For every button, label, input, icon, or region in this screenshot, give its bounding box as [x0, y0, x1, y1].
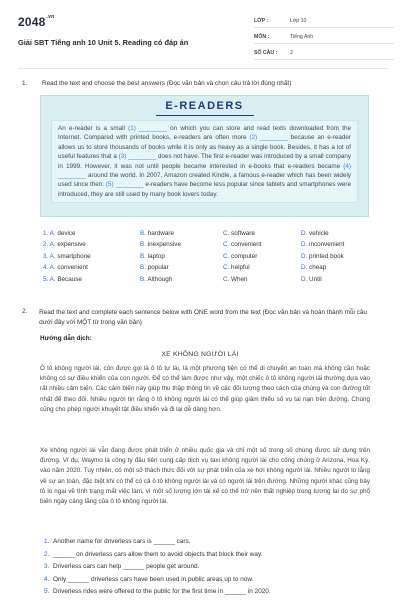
- answer-option[interactable]: D. inconvenient: [301, 241, 345, 249]
- question-text: Read the text and complete each sentence below with ONE word from the text (Đọc văn bản và hoàn thành mỗi câu dưới đây với MỘT từ trong văn bản): [39, 309, 367, 326]
- meta-key: MÔN :: [254, 33, 270, 40]
- page-title: Giải SBT Tiếng anh 10 Unit 5. Reading có đáp án: [18, 38, 189, 47]
- exercise-number: 1.: [44, 537, 50, 545]
- header-divider: [18, 68, 388, 69]
- logo-text: 2048: [18, 15, 46, 29]
- exercise-item: [44, 536, 374, 549]
- answer-option[interactable]: 1. A. device: [43, 229, 76, 237]
- exercise-item: [44, 561, 374, 574]
- translation-paragraph-2: Xe không người lái vẫn đang được phát triển ở nhiều quốc gia và chỉ một số trong số chúng được sử dụng trên đường. Ví dụ, Waymo là công ty đầu tiên cung cấp dịch vụ taxi không người lái cho công chúng ở Arizona, Hoa Kỳ, vào năm 2020. Tuy nhiên, có một số thách thức đối với sự phát triển của xe hơi không người lái. Nhiều người lo lắng về sự an toàn, đặc biệt khi có thể có cả ô tô không người lái và có người lái trên đường. Những người khác cũng bày tỏ lo ngại về tình trạng mất việc làm, vì một số lượng lớn tài xế có thể trở nên thất nghiệp trong tương lai do sự phổ biến ngày càng tăng của ô tô không người lái.: [40, 447, 370, 505]
- answer-option[interactable]: 2. A. expensive: [43, 241, 86, 249]
- exercise-sentence: Driverless cars can help ______ people get around.: [53, 563, 200, 571]
- answer-option[interactable]: D. Until: [301, 275, 322, 283]
- exercise-sentence: Driverless rides were offered to the public for the first time in ______ in 2020.: [53, 588, 271, 596]
- translation-paragraph-1: Ô tô không người lái, còn được gọi là ô tô tự lái, là một phương tiện có thể di chuyển an toàn mà không cần hoặc không có sự điều khiển của con người. Để có thể làm được như vậy, một chiếc ô tô không người lái thường dựa vào rất nhiều cảm biến. Các cảm biến này giúp thu thập thông tin về các đối tượng theo cách của chúng và con đường tốt nhất để theo đối. Nhiều người tin rằng ô tô không người lái có thể giúp giảm thiểu số vụ tai nạn trên đường. Chúng cũng cho phép người khuyết tật điều khiển và đi lại dễ dàng hơn.: [40, 365, 370, 413]
- answer-option[interactable]: C. helpful: [223, 264, 250, 272]
- exercise-item: [44, 586, 374, 599]
- title-underline: [156, 115, 254, 116]
- question-number: 1.: [22, 80, 28, 87]
- meta-table: [254, 16, 394, 64]
- option-row: [43, 240, 373, 252]
- answer-option[interactable]: B. Although: [140, 275, 173, 283]
- answer-option[interactable]: 5. A. Because: [43, 275, 82, 283]
- passage-text: on which you can store and read texts downloaded from the Internet. Compared with printed books, e-readers are often more: [58, 124, 351, 142]
- passage-blank: (4) ________: [58, 162, 351, 180]
- answer-option[interactable]: B. popular: [140, 264, 169, 272]
- answer-option[interactable]: B. inexpensive: [140, 241, 181, 249]
- translation-title: XE KHÔNG NGƯỜI LÁI: [161, 351, 239, 358]
- meta-value: Lớp 10: [290, 17, 307, 24]
- passage-text: around the world. In 2007, Amazon created Kindle, a famous e-reader which has been widely used since then.: [58, 172, 351, 189]
- passage-text: An e-reader is a small: [58, 124, 129, 132]
- page-header: [18, 12, 388, 64]
- ereader-reading-box: [40, 95, 369, 217]
- passage-blank: (5) ________: [105, 181, 144, 189]
- passage-text: does not have. The first e-reader was introduced by a small company in 1999. However, it was not until people became interested in e-books that e-readers became: [58, 153, 351, 170]
- answer-options: [43, 228, 373, 286]
- answer-option[interactable]: 4. A. convenient: [43, 264, 88, 272]
- passage-blank: (1) ________: [128, 124, 167, 132]
- exercise-number: 3.: [44, 563, 50, 571]
- exercise-sentence: Another name for driverless cars is ______ cars.: [53, 537, 191, 545]
- completion-exercises: [44, 536, 374, 599]
- answer-option[interactable]: C. When: [223, 275, 248, 283]
- passage-blank: (3) ________: [118, 153, 157, 161]
- question-1-heading: [22, 80, 382, 89]
- answer-option[interactable]: D. printed book: [301, 252, 344, 260]
- exercise-number: 2.: [44, 550, 50, 558]
- answer-option[interactable]: B. hardware: [140, 229, 174, 237]
- question-2-heading: [22, 308, 382, 327]
- site-logo[interactable]: [18, 14, 54, 30]
- option-row: [43, 263, 373, 275]
- answer-option[interactable]: C. computer: [223, 252, 258, 260]
- meta-key: LỚP :: [254, 17, 269, 24]
- passage-text: because an e-reader allows us to store thousands of books while it is only as heavy as a single book. Besides, it has a lot of useful features that a: [58, 134, 351, 161]
- question-number: 2.: [22, 308, 28, 315]
- option-row: [43, 228, 373, 240]
- translation-guide-label: Hướng dẫn dịch:: [40, 335, 92, 342]
- meta-row-class: [254, 16, 394, 28]
- passage-blank: (2) ________: [249, 134, 288, 142]
- reading-title: E-READERS: [165, 100, 244, 112]
- exercise-sentence: ______ on driverless cars allow them to avoid objects that block their way.: [53, 550, 263, 558]
- logo-suffix: .vn: [46, 14, 55, 20]
- exercise-number: 5.: [44, 588, 50, 596]
- passage-text: e-readers have become less popular since tablets and smartphones were introduced, they are still used by many book lovers today.: [58, 181, 352, 198]
- meta-key: SỐ CÂU :: [254, 49, 278, 56]
- exercise-sentence: Only ______ driverless cars have been used in public areas up to now.: [53, 575, 254, 583]
- meta-value: Tiếng Anh: [290, 33, 314, 40]
- answer-option[interactable]: C. software: [223, 229, 255, 237]
- answer-option[interactable]: D. cheap: [301, 264, 327, 272]
- reading-passage: [51, 120, 358, 204]
- meta-value: 2: [290, 49, 293, 56]
- answer-option[interactable]: B. laptop: [140, 252, 165, 260]
- answer-option[interactable]: C. convenient: [223, 241, 262, 249]
- exercise-number: 4.: [44, 575, 50, 583]
- answer-option[interactable]: D. vehicle: [301, 229, 329, 237]
- question-text: Read the text and choose the best answers (Đọc văn bản và chọn câu trả lời đúng nhất): [42, 80, 292, 87]
- option-row: [43, 251, 373, 263]
- answer-option[interactable]: 3. A. smartphone: [43, 252, 91, 260]
- meta-row-subject: [254, 32, 394, 44]
- meta-row-count: [254, 48, 394, 60]
- exercise-item: [44, 549, 374, 562]
- option-row: [43, 274, 373, 286]
- exercise-item: [44, 574, 374, 587]
